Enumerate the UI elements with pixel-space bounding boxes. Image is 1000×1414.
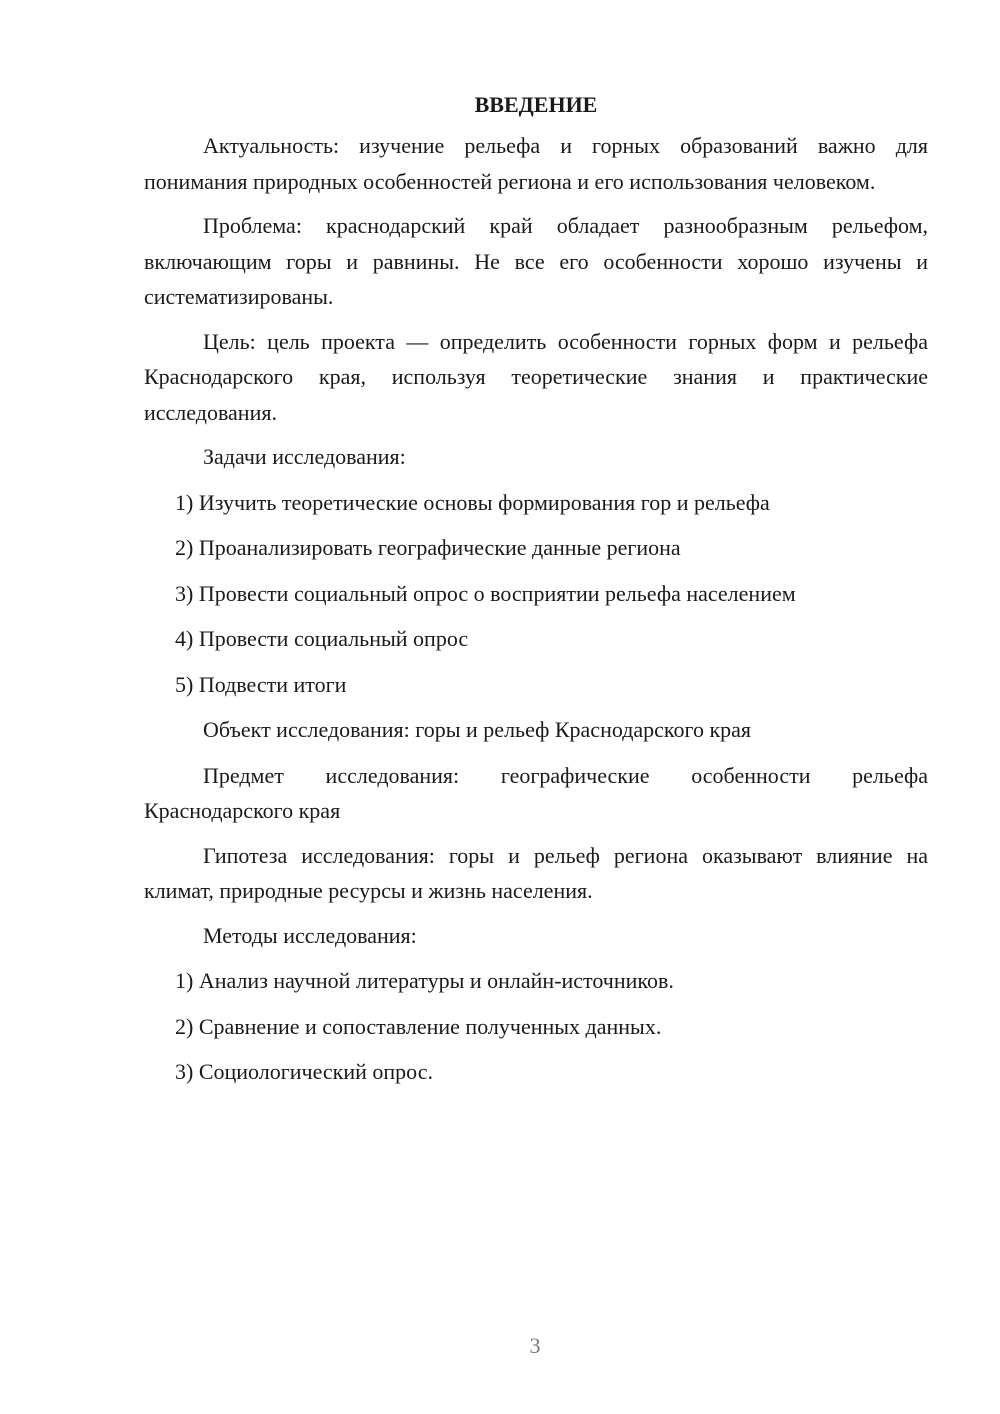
research-hypothesis: Гипотеза исследования: горы и рельеф региона оказывают влияние на климат, природные ресурсы и жизнь населения.: [144, 842, 928, 903]
tasks-heading: Задачи исследования:: [203, 444, 406, 469]
page-number: 3: [529, 1333, 541, 1358]
methods-heading: Методы исследования:: [203, 922, 417, 948]
task-item-3: 3) Провести социальный опрос о восприятии рельефа населением: [175, 580, 796, 606]
task-item-1: 1) Изучить теоретические основы формирования гор и рельефа: [175, 489, 770, 515]
page-content: [144, 88, 928, 1100]
paragraph-goal: Цель: цель проекта — определить особенности горных форм и рельефа Краснодарского края, используя теоретические знания и практические исследования.: [144, 328, 928, 425]
research-object: Объект исследования: горы и рельеф Краснодарского края: [203, 717, 752, 742]
method-item-2: 2) Сравнение и сопоставление полученных данных.: [175, 1013, 662, 1039]
method-item-3: 3) Социологический опрос.: [175, 1059, 433, 1084]
task-item-2: 2) Проанализировать географические данные региона: [175, 535, 681, 560]
section-title: ВВЕДЕНИЕ: [474, 92, 598, 117]
paragraph-relevance: Актуальность: изучение рельефа и горных образований важно для понимания природных особенностей региона и его использования человеком.: [144, 133, 928, 194]
paragraph-problem: Проблема: краснодарский край обладает разнообразным рельефом, включающим горы и равнины. Не все его особенности хорошо изучены и систематизированы.: [144, 213, 928, 309]
task-item-4: 4) Провести социальный опрос: [175, 626, 469, 651]
method-item-1: 1) Анализ научной литературы и онлайн-источников.: [175, 968, 674, 993]
research-subject: Предмет исследования: географические особенности рельефа Краснодарского края: [144, 762, 928, 823]
task-item-5: 5) Подвести итоги: [175, 671, 347, 697]
